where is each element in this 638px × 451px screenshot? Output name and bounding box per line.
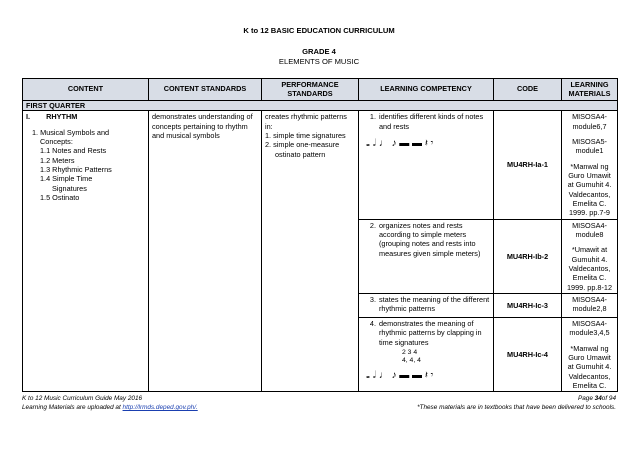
note-symbols-illustration: 𝅝 𝅗𝅥 ♩ ♪ ▬ ▬ 𝄽 𝄾: [366, 138, 434, 150]
time-signature-bottom: 4, 4, 4: [402, 357, 421, 365]
footer-lrmds-link[interactable]: http://lrmds.deped.gov.ph/.: [122, 404, 198, 411]
performance-standard-item: 1. simple time signatures: [265, 130, 346, 140]
materials-cell: [562, 219, 618, 293]
content-title: RHYTHM: [46, 112, 78, 122]
content-line: 1.4 Simple Time: [40, 174, 93, 184]
content-line: 1. Musical Symbols and: [32, 127, 110, 137]
table-header-row: [23, 79, 618, 101]
quarter-label: FIRST QUARTER: [23, 101, 618, 111]
performance-standard-cell: [262, 111, 359, 392]
page-total: of 94: [601, 395, 616, 402]
performance-standard-item: ostinato pattern: [275, 149, 326, 159]
time-signature-top: 2 3 4: [402, 348, 418, 356]
material-item: MISOSA4-module6,7: [572, 112, 607, 131]
content-standard-cell: demonstrates understanding of concepts pertaining to rhythm and musical symbols: [149, 111, 262, 392]
performance-standard-lead: creates rhythmic patterns in:: [265, 112, 347, 131]
material-item: *Manwal ng Guro Umawit at Gumuhit 4. Valdecantos, Emelita C.: [567, 343, 612, 390]
column-header-code: CODE: [494, 79, 562, 101]
competency-number: 3.: [369, 294, 376, 304]
column-header-learning-materials: LEARNING MATERIALS: [562, 79, 618, 101]
materials-cell: [562, 111, 618, 219]
competency-text: states the meaning of the different rhythmic patterns: [379, 294, 490, 314]
content-line: Concepts:: [40, 136, 73, 146]
content-cell: [23, 111, 149, 392]
competency-number: 2.: [369, 220, 376, 230]
document-title: K to 12 BASIC EDUCATION CURRICULUM: [243, 26, 395, 35]
content-line: 1.2 Meters: [40, 155, 75, 165]
competency-cell: [359, 293, 494, 317]
competency-cell: [359, 219, 494, 293]
competency-cell: [359, 111, 494, 219]
performance-standard-item: 2. simple one-measure: [265, 140, 340, 150]
code-cell: MU4RH-Ia-1: [494, 111, 562, 219]
code-cell: MU4RH-Ic-3: [494, 293, 562, 317]
material-item: *Manwal ng Guro Umawit at Gumuhit 4. Valdecantos, Emelita C. 1999. pp.7-9: [567, 161, 612, 218]
competency-text: demonstrates the meaning of rhythmic patterns by clapping in time signatures: [379, 318, 482, 347]
page-label: Page: [577, 395, 595, 402]
table-row: [23, 111, 618, 219]
quarter-row: [23, 101, 618, 111]
column-header-performance-standards: PERFORMANCE STANDARDS: [262, 79, 359, 101]
content-line: Signatures: [52, 183, 87, 193]
curriculum-table: [22, 78, 618, 392]
footer-upload-note: [22, 404, 198, 411]
material-item: *Umawit at Gumuhit 4. Valdecantos, Emelita C. 1999. pp.8-12: [566, 245, 613, 292]
content-line: 1.3 Rhythmic Patterns: [40, 164, 112, 174]
footer-guide-title: K to 12 Music Curriculum Guide May 2016: [22, 395, 143, 402]
material-item: MISOSA4-module3,4,5: [569, 318, 610, 338]
footer-page-number: [578, 395, 616, 402]
competency-text: organizes notes and rests according to simple meters (grouping notes and rests into measures given simple meters): [379, 220, 481, 258]
content-line: 1.1 Notes and Rests: [40, 146, 107, 156]
subject-label: ELEMENTS OF MUSIC: [278, 57, 360, 66]
page-number: 34: [594, 395, 602, 402]
competency-number: 4.: [369, 318, 376, 328]
column-header-learning-competency: LEARNING COMPETENCY: [359, 79, 494, 101]
competency-text: identifies different kinds of notes and rests: [379, 112, 484, 131]
material-item: MISOSA5-module1: [572, 136, 607, 156]
footer-textbook-note: *These materials are in textbooks that have been delivered to schools.: [417, 404, 616, 411]
content-roman-numeral: I.: [26, 112, 31, 122]
grade-label: GRADE 4: [302, 47, 336, 56]
column-header-content: CONTENT: [23, 79, 149, 101]
competency-number: 1.: [369, 112, 376, 122]
competency-cell: [359, 317, 494, 391]
code-cell: MU4RH-Ib-2: [494, 219, 562, 293]
content-line: 1.5 Ostinato: [40, 192, 80, 202]
materials-cell: [562, 317, 618, 391]
code-cell: MU4RH-Ic-4: [494, 317, 562, 391]
material-item: MISOSA4-module8: [572, 220, 607, 239]
material-item: MISOSA4-module2,8: [572, 294, 607, 314]
column-header-content-standards: CONTENT STANDARDS: [149, 79, 262, 101]
note-symbols-illustration: 𝅝 𝅗𝅥 ♩ ♪ ▬ ▬ 𝄽 𝄾: [366, 370, 434, 382]
footer-upload-prefix: Learning Materials are uploaded at: [22, 404, 123, 411]
materials-cell: [562, 293, 618, 317]
